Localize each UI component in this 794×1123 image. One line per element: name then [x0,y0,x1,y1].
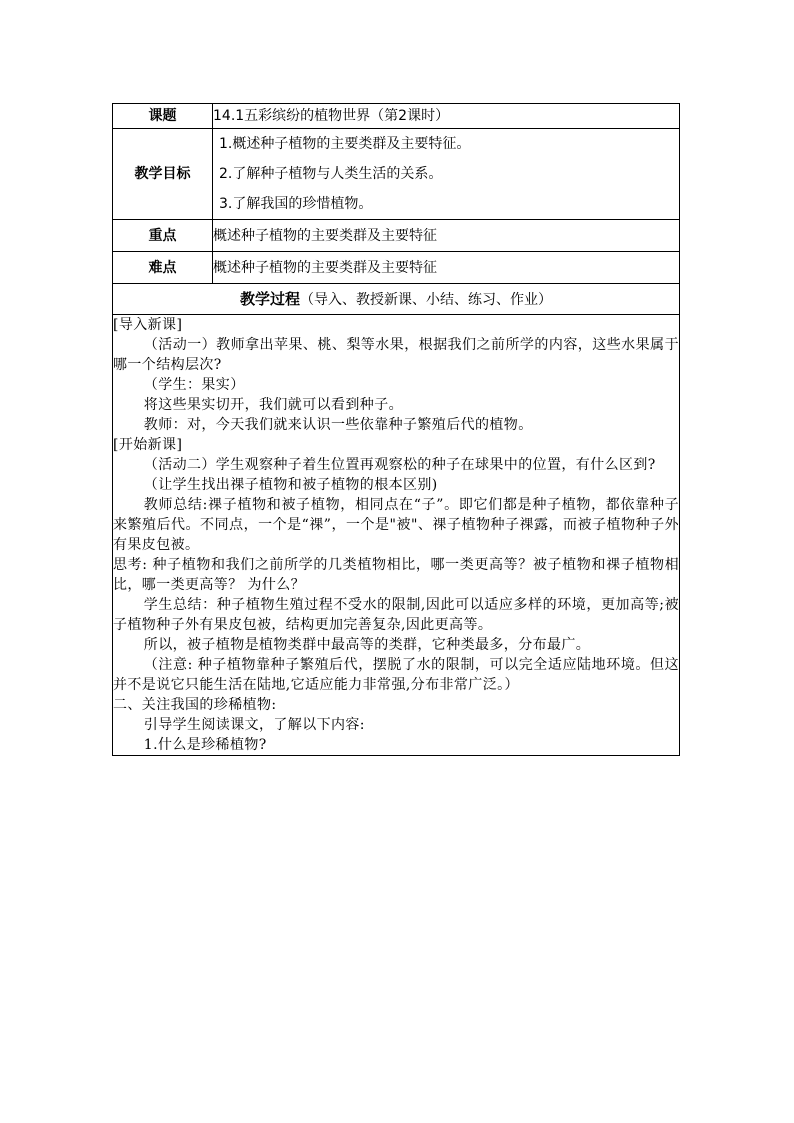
paragraph: （让学生找出祼子植物和被子植物的根本区别) [143,477,438,493]
difficulty-label: 难点 [113,252,213,284]
key-point-row [113,220,680,252]
key-point-label: 重点 [113,220,213,252]
lesson-plan-table [112,103,680,756]
paragraph: 教师：对，今天我们就来认识一些依靠种子繁殖后代的植物。 [143,417,533,433]
paragraph: 将这些果实切开，我们就可以看到种子。 [143,397,403,413]
topic-label: 课题 [113,104,213,129]
process-subtitle: （导入、教授新课、小结、练习、作业） [300,291,552,308]
process-title: 教学过程 [239,289,300,308]
paragraph: 思考: 种子植物和我们之前所学的几类植物相比，哪一类更高等？被子植物和祼子植物相比，哪一类更高等？ 为什么？ [113,557,679,593]
objective-item: 3.了解我国的珍惜植物。 [219,196,373,212]
section-heading: 二、关注我国的珍稀植物: [113,697,277,713]
process-body [113,315,680,756]
paragraph: （注意: 种子植物靠种子繁殖后代，摆脱了水的限制，可以完全适应陆地环境。但这并不是说它只能生活在陆地,它适应能力非常强,分布非常广泛。） [113,657,679,693]
objectives-label: 教学目标 [113,129,213,220]
objective-item: 1.概述种子植物的主要类群及主要特征。 [219,136,471,152]
difficulty-row [113,252,680,284]
paragraph: 引导学生阅读课文，了解以下内容: [143,717,365,733]
paragraph: 1.什么是珍稀植物? [143,737,267,753]
key-point-value: 概述种子植物的主要类群及主要特征 [213,220,680,252]
process-title-cell [113,284,680,315]
paragraph: 学生总结：种子植物生殖过程不受水的限制,因此可以适应多样的环境，更加高等;被子植物种子外有果皮包被，结构更加完善复杂,因此更高等。 [113,597,679,633]
difficulty-value: 概述种子植物的主要类群及主要特征 [213,252,680,284]
paragraph: （学生：果实） [143,377,245,393]
objectives-cell [213,129,680,220]
objectives-row [113,129,680,220]
topic-value: 14.1五彩缤纷的植物世界（第2课时） [213,104,680,129]
paragraph: （活动二）学生观察种子着生位置再观察松的种子在球果中的位置，有什么区到? [143,457,656,473]
objective-item: 2.了解种子植物与人类生活的关系。 [219,166,443,182]
section-heading: [开始新课] [113,437,183,453]
paragraph: 所以，被子植物是植物类群中最高等的类群，它种类最多，分布最广。 [143,637,591,653]
process-title-row [113,284,680,315]
section-heading: [导入新课] [113,317,183,333]
paragraph: 教师总结:祼子植物和被子植物，相同点在“子”。即它们都是种子植物，都依靠种子来繁殖后代。不同点，一个是“祼”，一个是"被"、祼子植物种子祼露，而被子植物种子外有果皮包被。 [113,497,679,553]
paragraph: （活动一）教师拿出苹果、桃、梨等水果，根据我们之前所学的内容，这些水果属于哪一个结构层次? [113,337,679,373]
topic-row [113,104,680,129]
process-body-row [113,315,680,756]
